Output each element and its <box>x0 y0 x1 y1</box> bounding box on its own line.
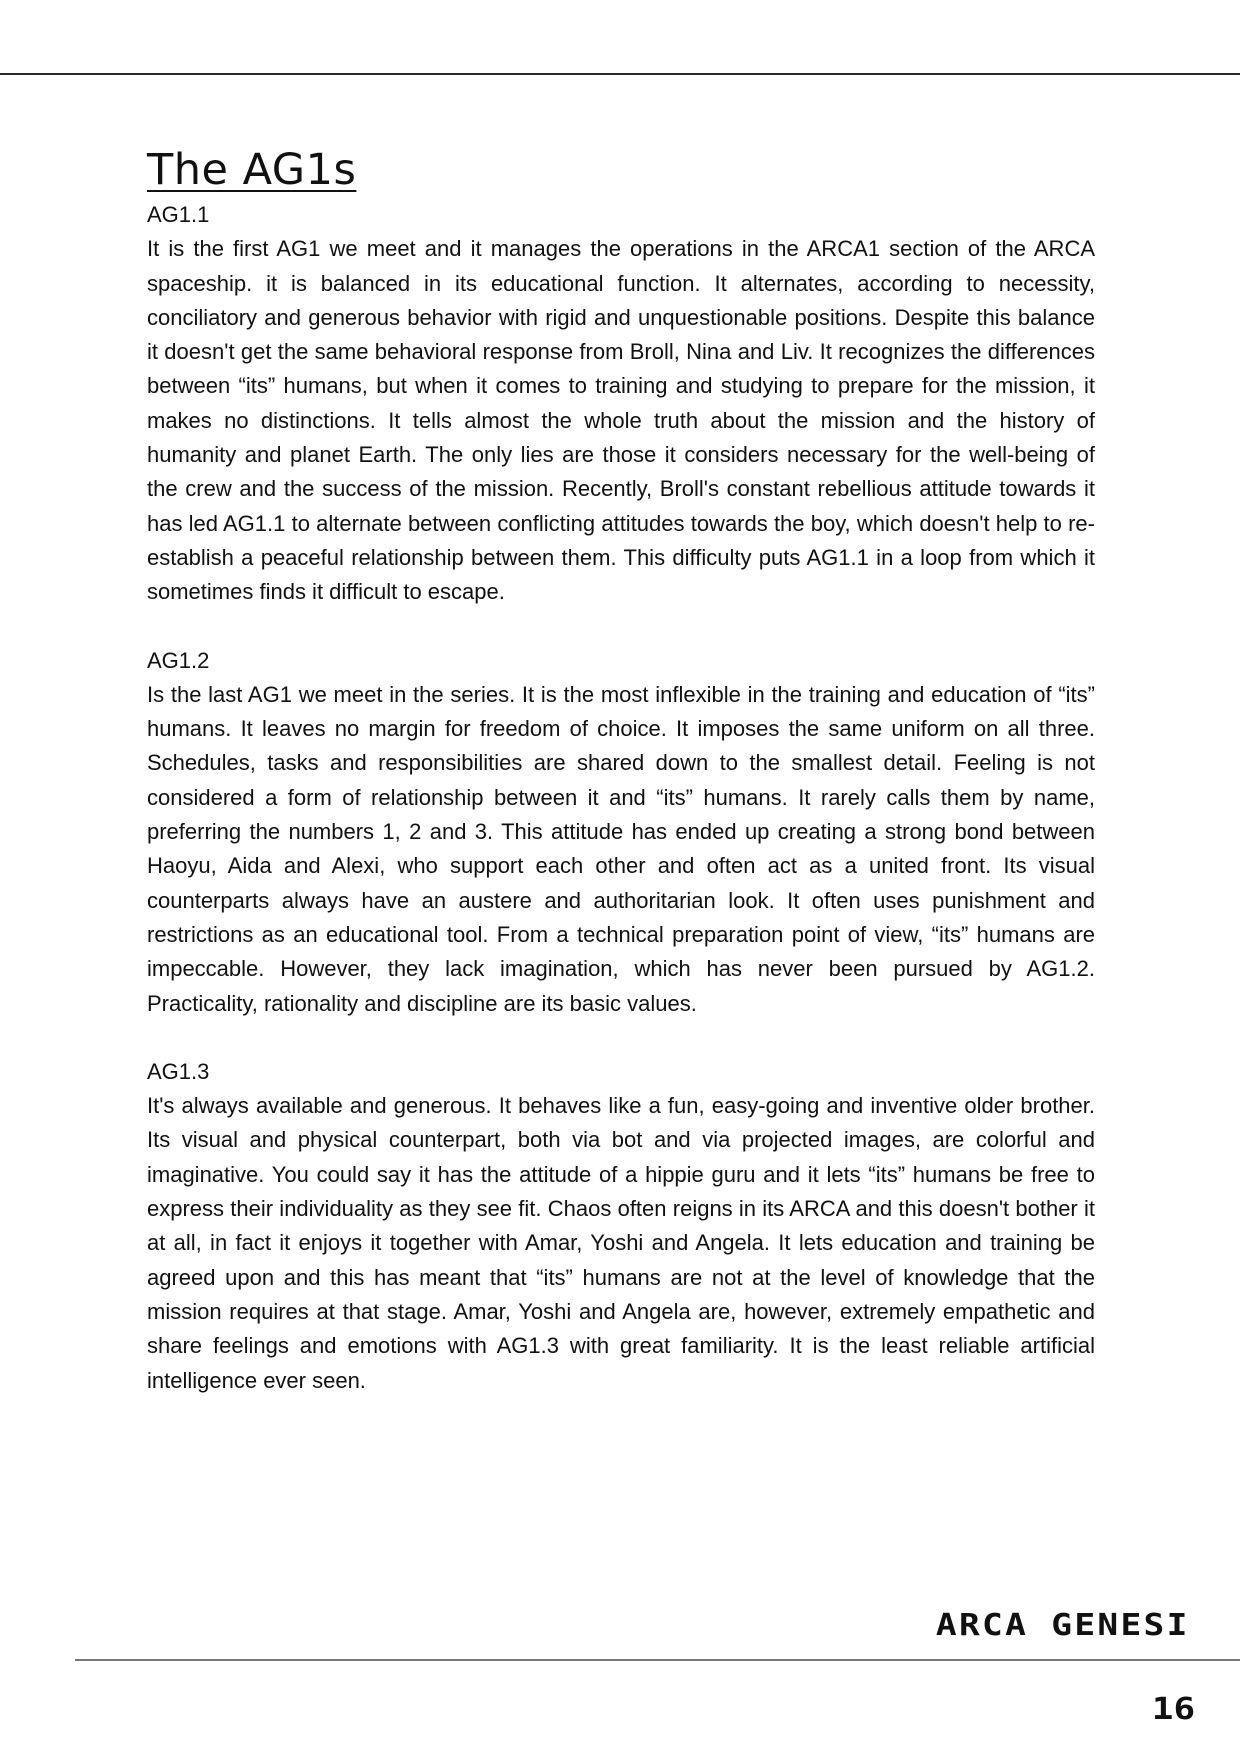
section-heading: AG1.2 <box>147 647 210 673</box>
section-body: Is the last AG1 we meet in the series. It is the most inflexible in the training and education of “its” humans. It leaves no margin for freedom of choice. It imposes the same uniform on all three. Schedules, tasks and responsibilities are shared down to the smallest detail. Feeling is not considered a form of relationship between it and “its” humans. It rarely calls them by name, preferring the numbers 1, 2 and 3. This attitude has ended up creating a strong bond between Haoyu, Aida and Alexi, who support each other and often act as a united front. Its visual counterparts always have an austere and authoritarian look. It often uses punishment and restrictions as an educational tool. From a technical preparation point of view, “its” humans are impeccable. However, they lack imagination, which has never been pursued by AG1.2. Practicality, rationality and discipline are its basic values. <box>147 681 1095 1016</box>
section-ag1-2 <box>147 644 1095 1021</box>
section-body: It is the first AG1 we meet and it manages the operations in the ARCA1 section of the ARCA spaceship. it is balanced in its educational function. It alternates, according to necessity, conciliatory and generous behavior with rigid and unquestionable positions. Despite this balance it doesn't get the same behavioral response from Broll, Nina and Liv. It recognizes the differences between “its” humans, but when it comes to training and studying to prepare for the mission, it makes no distinctions. It tells almost the whole truth about the mission and the history of humanity and planet Earth. The only lies are those it considers necessary for the well-being of the crew and the success of the mission. Recently, Broll's constant rebellious attitude towards it has led AG1.1 to alternate between conflicting attitudes towards the boy, which doesn't help to re-establish a peaceful relationship between them. This difficulty puts AG1.1 in a loop from which it sometimes finds it difficult to escape. <box>147 236 1095 605</box>
page-content <box>147 142 1095 1398</box>
section-heading: AG1.3 <box>147 1058 210 1084</box>
top-divider <box>0 73 1240 75</box>
section-body: It's always available and generous. It behaves like a fun, easy-going and inventive older brother. Its visual and physical counterpart, both via bot and via projected images, are colorful and imaginative. You could say it has the attitude of a hippie guru and it lets “its” humans be free to express their individuality as they see fit. Chaos often reigns in its ARCA and this doesn't bother it at all, in fact it enjoys it together with Amar, Yoshi and Angela. It lets education and training be agreed upon and this has meant that “its” humans are not at the level of knowledge that the mission requires at that stage. Amar, Yoshi and Angela are, however, extremely empathetic and share feelings and emotions with AG1.3 with great familiarity. It is the least reliable artificial intelligence ever seen. <box>147 1093 1095 1393</box>
page-title: The AG1s <box>147 145 357 195</box>
section-ag1-1 <box>147 198 1095 610</box>
section-ag1-3 <box>147 1055 1095 1398</box>
page-number: 16 <box>1151 1692 1195 1727</box>
section-heading: AG1.1 <box>147 202 210 227</box>
bottom-divider <box>75 1659 1240 1661</box>
brand-wordmark: ARCA GENESI <box>936 1608 1190 1643</box>
